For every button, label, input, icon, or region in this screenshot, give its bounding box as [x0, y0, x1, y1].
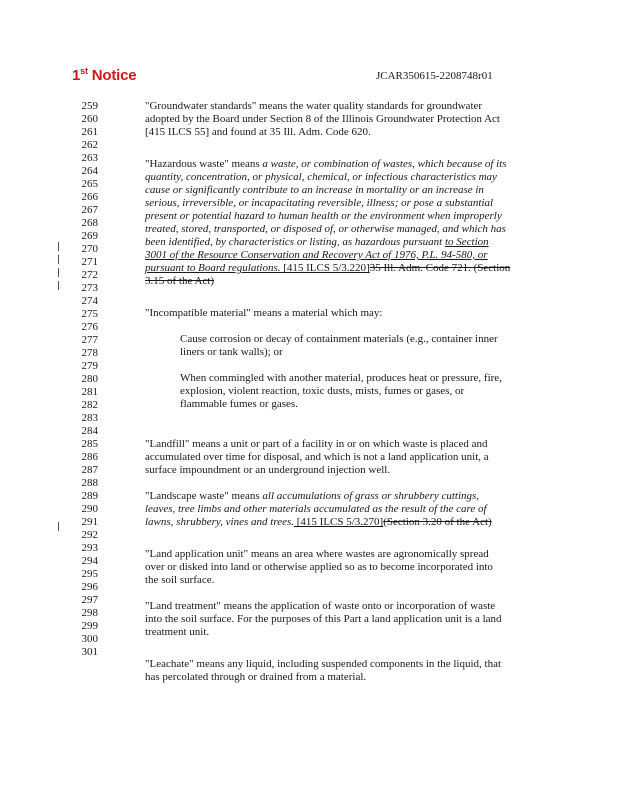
text-line: cause or significantly contribute to an increase in mortality or an increase in [145, 184, 484, 196]
line-number: 296 [81, 581, 98, 593]
text-line: "Land application unit" means an area where wastes are agronomically spread [145, 548, 489, 560]
text-line: 3.15 of the Act) [145, 275, 215, 287]
line-number: 269 [81, 230, 98, 242]
line-number: 293 [81, 542, 98, 554]
text-line: the soil surface. [145, 574, 215, 586]
text-line: When commingled with another material, produces heat or pressure, fire, [180, 372, 502, 384]
line-number: 297 [81, 594, 98, 606]
line-number: 267 [81, 204, 98, 216]
text-line: explosion, violent reaction, toxic dusts, mists, fumes or gases, or [180, 385, 465, 397]
text-line: "Hazardous waste" means a waste, or combination of wastes, which because of its [145, 158, 507, 170]
line-number: 278 [81, 347, 98, 359]
text-line: accumulated over time for disposal, and which is not a land application unit, a [145, 451, 489, 463]
line-number: 265 [81, 178, 98, 190]
line-number: 281 [81, 386, 98, 398]
line-number: 287 [81, 464, 98, 476]
line-number: 261 [81, 126, 98, 138]
line-number: 290 [81, 503, 98, 515]
line-number: 289 [81, 490, 98, 502]
text-line: "Land treatment" means the application of waste onto or incorporation of waste [145, 600, 496, 612]
line-number: 276 [81, 321, 98, 333]
text-line: been identified, by characteristics or listing, as hazardous pursuant to Section [145, 236, 489, 248]
line-number: 260 [81, 113, 98, 125]
text-line: "Landfill" means a unit or part of a facility in or on which waste is placed and [145, 438, 488, 450]
line-number: 284 [81, 425, 98, 437]
change-bar [58, 281, 59, 290]
text-line: surface impoundment or an underground injection well. [145, 464, 391, 476]
line-number: 270 [81, 243, 98, 255]
line-number: 273 [81, 282, 98, 294]
change-bar [58, 522, 59, 531]
change-bar [58, 268, 59, 277]
line-number: 259 [81, 100, 98, 112]
line-number: 299 [81, 620, 98, 632]
line-number: 291 [81, 516, 98, 528]
line-number: 272 [81, 269, 98, 281]
text-line: quantity, concentration, or physical, chemical, or infectious characteristics may [145, 171, 497, 183]
line-number: 292 [81, 529, 98, 541]
text-line: present or potential hazard to human health or the environment when improperly [145, 210, 502, 222]
text-line: 3001 of the Resource Conservation and Recovery Act of 1976, P.L. 94-580, or [145, 249, 488, 261]
line-number: 285 [81, 438, 98, 450]
line-number: 268 [81, 217, 98, 229]
line-number: 279 [81, 360, 98, 372]
line-number: 275 [81, 308, 98, 320]
text-line: into the soil surface. For the purposes of this Part a land application unit is a land [145, 613, 502, 625]
line-number: 295 [81, 568, 98, 580]
line-number: 262 [81, 139, 98, 151]
line-number: 288 [81, 477, 98, 489]
text-line: Cause corrosion or decay of containment materials (e.g., container inner [180, 333, 498, 345]
text-line: treated, stored, transported, or disposed of, or otherwise managed, and which has [145, 223, 506, 235]
text-line: "Landscape waste" means all accumulations of grass or shrubbery cuttings, [145, 490, 480, 502]
change-bar [58, 242, 59, 251]
text-line: has percolated through or drained from a material. [145, 671, 367, 683]
text-line: lawns, shrubbery, vines and trees. [415 ILCS 5/3.270](Section 3.20 of the Act) [145, 516, 492, 528]
line-number: 277 [81, 334, 98, 346]
change-bar [58, 255, 59, 264]
text-line: adopted by the Board under Section 8 of the Illinois Groundwater Protection Act [145, 113, 500, 125]
line-number: 264 [81, 165, 98, 177]
text-line: [415 ILCS 55] and found at 35 Ill. Adm. Code 620. [145, 126, 371, 138]
line-number: 280 [81, 373, 98, 385]
notice-label: 1st Notice [72, 66, 137, 84]
text-line: liners or tank walls); or [180, 346, 283, 358]
text-line: "Groundwater standards" means the water quality standards for groundwater [145, 100, 483, 112]
line-number: 300 [81, 633, 98, 645]
line-number: 282 [81, 399, 98, 411]
line-number: 266 [81, 191, 98, 203]
text-line: flammable fumes or gases. [180, 398, 298, 410]
line-number: 294 [81, 555, 98, 567]
line-number: 283 [81, 412, 98, 424]
line-number: 271 [81, 256, 98, 268]
line-number: 263 [81, 152, 98, 164]
text-line: serious, irreversible, or incapacitating reversible, illness; or pose a substantial [145, 197, 494, 209]
line-number: 286 [81, 451, 98, 463]
text-line: treatment unit. [145, 626, 210, 638]
text-line: "Incompatible material" means a material which may: [145, 307, 383, 319]
text-line: leaves, tree limbs and other materials accumulated as the result of the care of [145, 503, 487, 515]
text-line: pursuant to Board regulations. [415 ILCS 5/3.220]35 Ill. Adm. Code 721. (Section [145, 262, 511, 274]
line-number: 298 [81, 607, 98, 619]
text-line: over or disked into land or otherwise applied so as to become incorporated into [145, 561, 493, 573]
text-line: "Leachate" means any liquid, including suspended components in the liquid, that [145, 658, 502, 670]
line-number: 301 [81, 646, 98, 658]
document-id: JCAR350615-2208748r01 [376, 70, 493, 82]
line-number: 274 [81, 295, 98, 307]
